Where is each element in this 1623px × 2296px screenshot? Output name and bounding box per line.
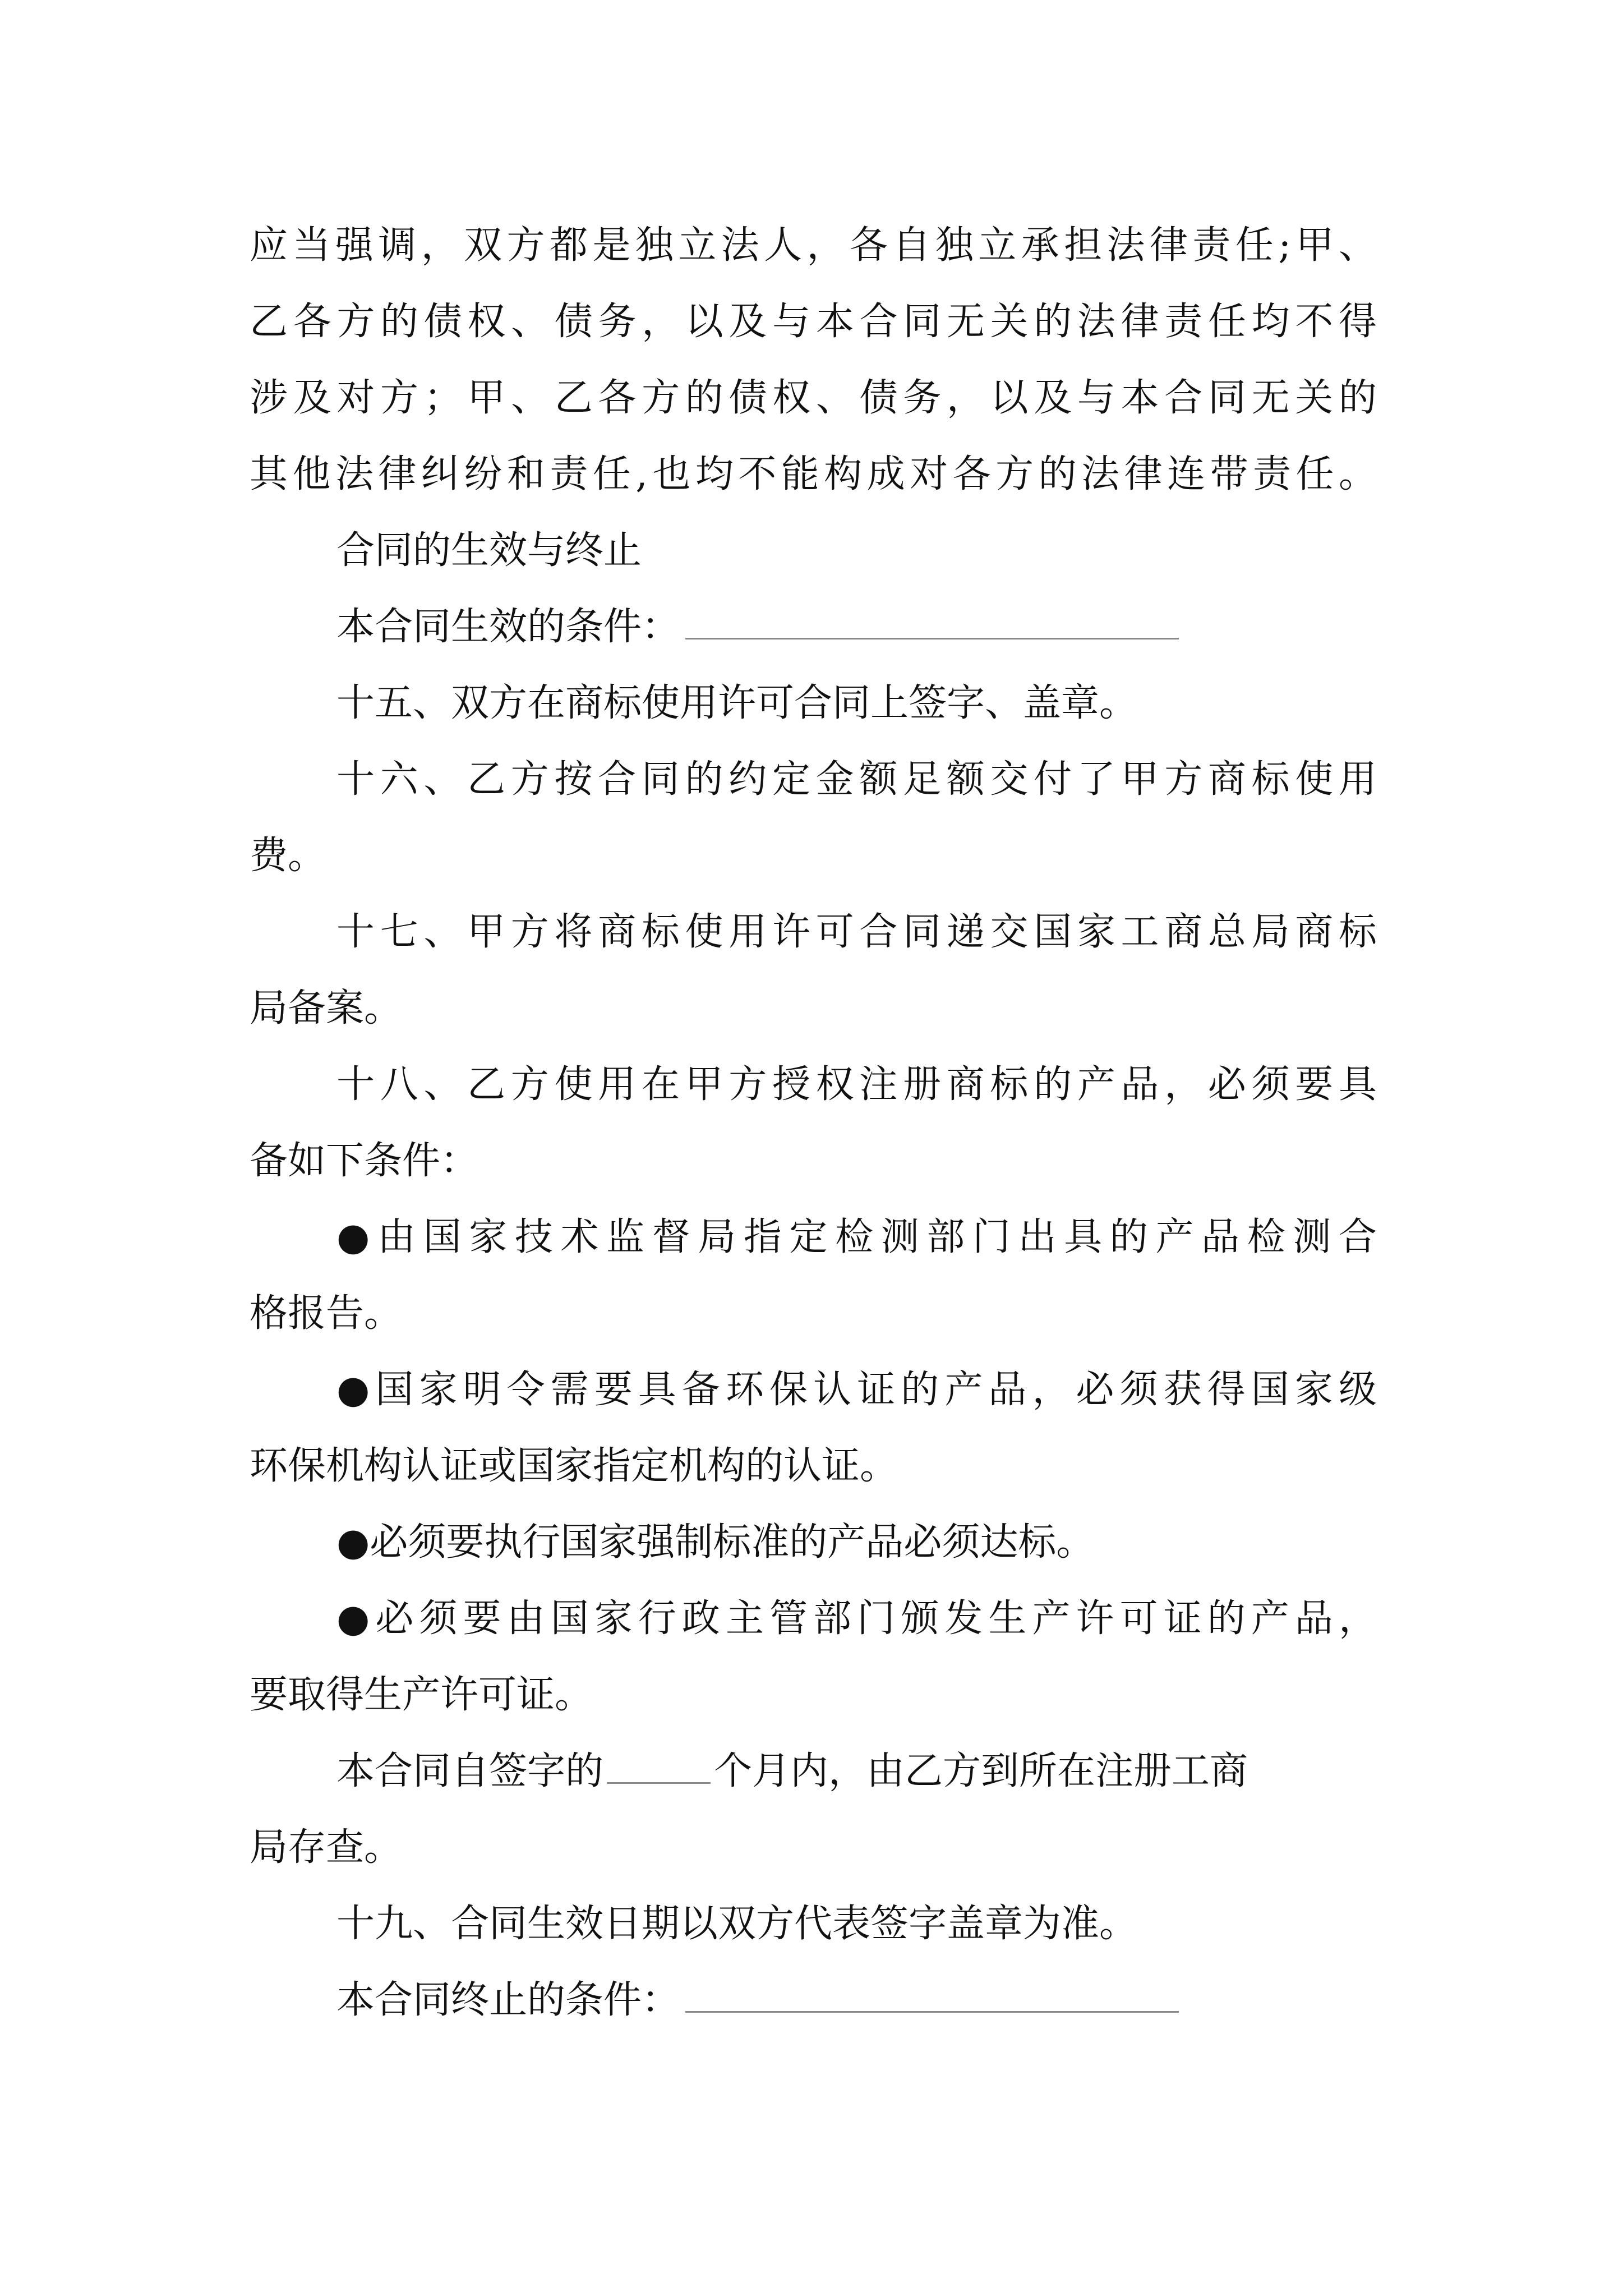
paragraph-line xyxy=(250,206,1623,285)
effective-conditions-blank xyxy=(685,604,1179,639)
bullet-item-1 xyxy=(336,1198,1623,1277)
clause-15 xyxy=(336,664,1623,743)
clause-text: 费。 xyxy=(250,834,326,878)
clause-text: 十七、甲方将商标使用许可合同递交国家工商总局商标 xyxy=(336,910,1377,954)
bullet-text: 要取得生产许可证。 xyxy=(250,1673,593,1717)
bullet-text: ●必须要由国家行政主管部门颁发生产许可证的产品， xyxy=(336,1596,1377,1641)
paragraph-line xyxy=(250,435,1623,514)
clause-18-cont xyxy=(250,1122,1623,1200)
bullet-item-2-cont xyxy=(250,1427,1623,1506)
filing-clause-pre: 本合同自签字的 xyxy=(336,1749,604,1793)
filing-clause-text: 局存查。 xyxy=(250,1825,403,1870)
termination-conditions-label: 本合同终止的条件： xyxy=(336,1978,680,2022)
clause-17-cont xyxy=(250,969,1623,1048)
bullet-text: 格报告。 xyxy=(250,1291,403,1336)
clause-text: 十八、乙方使用在甲方授权注册商标的产品，必须要具 xyxy=(336,1062,1377,1107)
clause-16-cont xyxy=(250,817,1623,895)
effective-conditions-label: 本合同生效的条件： xyxy=(336,605,680,649)
paragraph-line xyxy=(250,283,1623,361)
months-blank xyxy=(607,1749,711,1784)
bullet-text: ●必须要执行国家强制标准的产品必须达标。 xyxy=(336,1520,1095,1565)
paragraph-text: 应当强调，双方都是独立法人，各自独立承担法律责任;甲、 xyxy=(250,223,1377,268)
bullet-item-4-cont xyxy=(250,1656,1623,1734)
termination-conditions-blank xyxy=(685,1977,1179,2013)
clause-19 xyxy=(336,1885,1623,1963)
clause-17 xyxy=(336,893,1623,972)
bullet-item-4 xyxy=(336,1580,1623,1658)
clause-18 xyxy=(336,1046,1623,1124)
section-heading-text: 合同的生效与终止 xyxy=(336,528,642,573)
paragraph-text: 涉及对方；甲、乙各方的债权、债务，以及与本合同无关的 xyxy=(250,376,1377,420)
clause-text: 备如下条件： xyxy=(250,1139,479,1183)
paragraph-line xyxy=(250,359,1623,438)
section-heading xyxy=(336,512,1623,590)
filing-clause-cont xyxy=(250,1809,1623,1887)
filing-clause-post: 个月内，由乙方到所在注册工商 xyxy=(714,1749,1248,1793)
bullet-text: 环保机构认证或国家指定机构的认证。 xyxy=(250,1444,898,1488)
clause-text: 十九、合同生效日期以双方代表签字盖章为准。 xyxy=(336,1902,1138,1946)
effective-conditions-line xyxy=(336,588,1623,666)
bullet-text: ●国家明令需要具备环保认证的产品，必须获得国家级 xyxy=(336,1368,1377,1412)
filing-clause xyxy=(336,1732,1623,1811)
bullet-item-1-cont xyxy=(250,1274,1623,1353)
paragraph-text: 乙各方的债权、债务，以及与本合同无关的法律责任均不得 xyxy=(250,300,1377,344)
clause-text: 十五、双方在商标使用许可合同上签字、盖章。 xyxy=(336,681,1138,725)
clause-text: 十六、乙方按合同的约定金额足额交付了甲方商标使用 xyxy=(336,757,1377,802)
paragraph-text: 其他法律纠纷和责任,也均不能构成对各方的法律连带责任。 xyxy=(250,452,1377,496)
termination-conditions-line xyxy=(336,1961,1623,2040)
clause-16 xyxy=(336,740,1623,819)
clause-text: 局备案。 xyxy=(250,986,403,1030)
bullet-item-2 xyxy=(336,1351,1623,1429)
bullet-text: ●由国家技术监督局指定检测部门出具的产品检测合 xyxy=(336,1215,1377,1259)
bullet-item-3 xyxy=(336,1503,1623,1582)
